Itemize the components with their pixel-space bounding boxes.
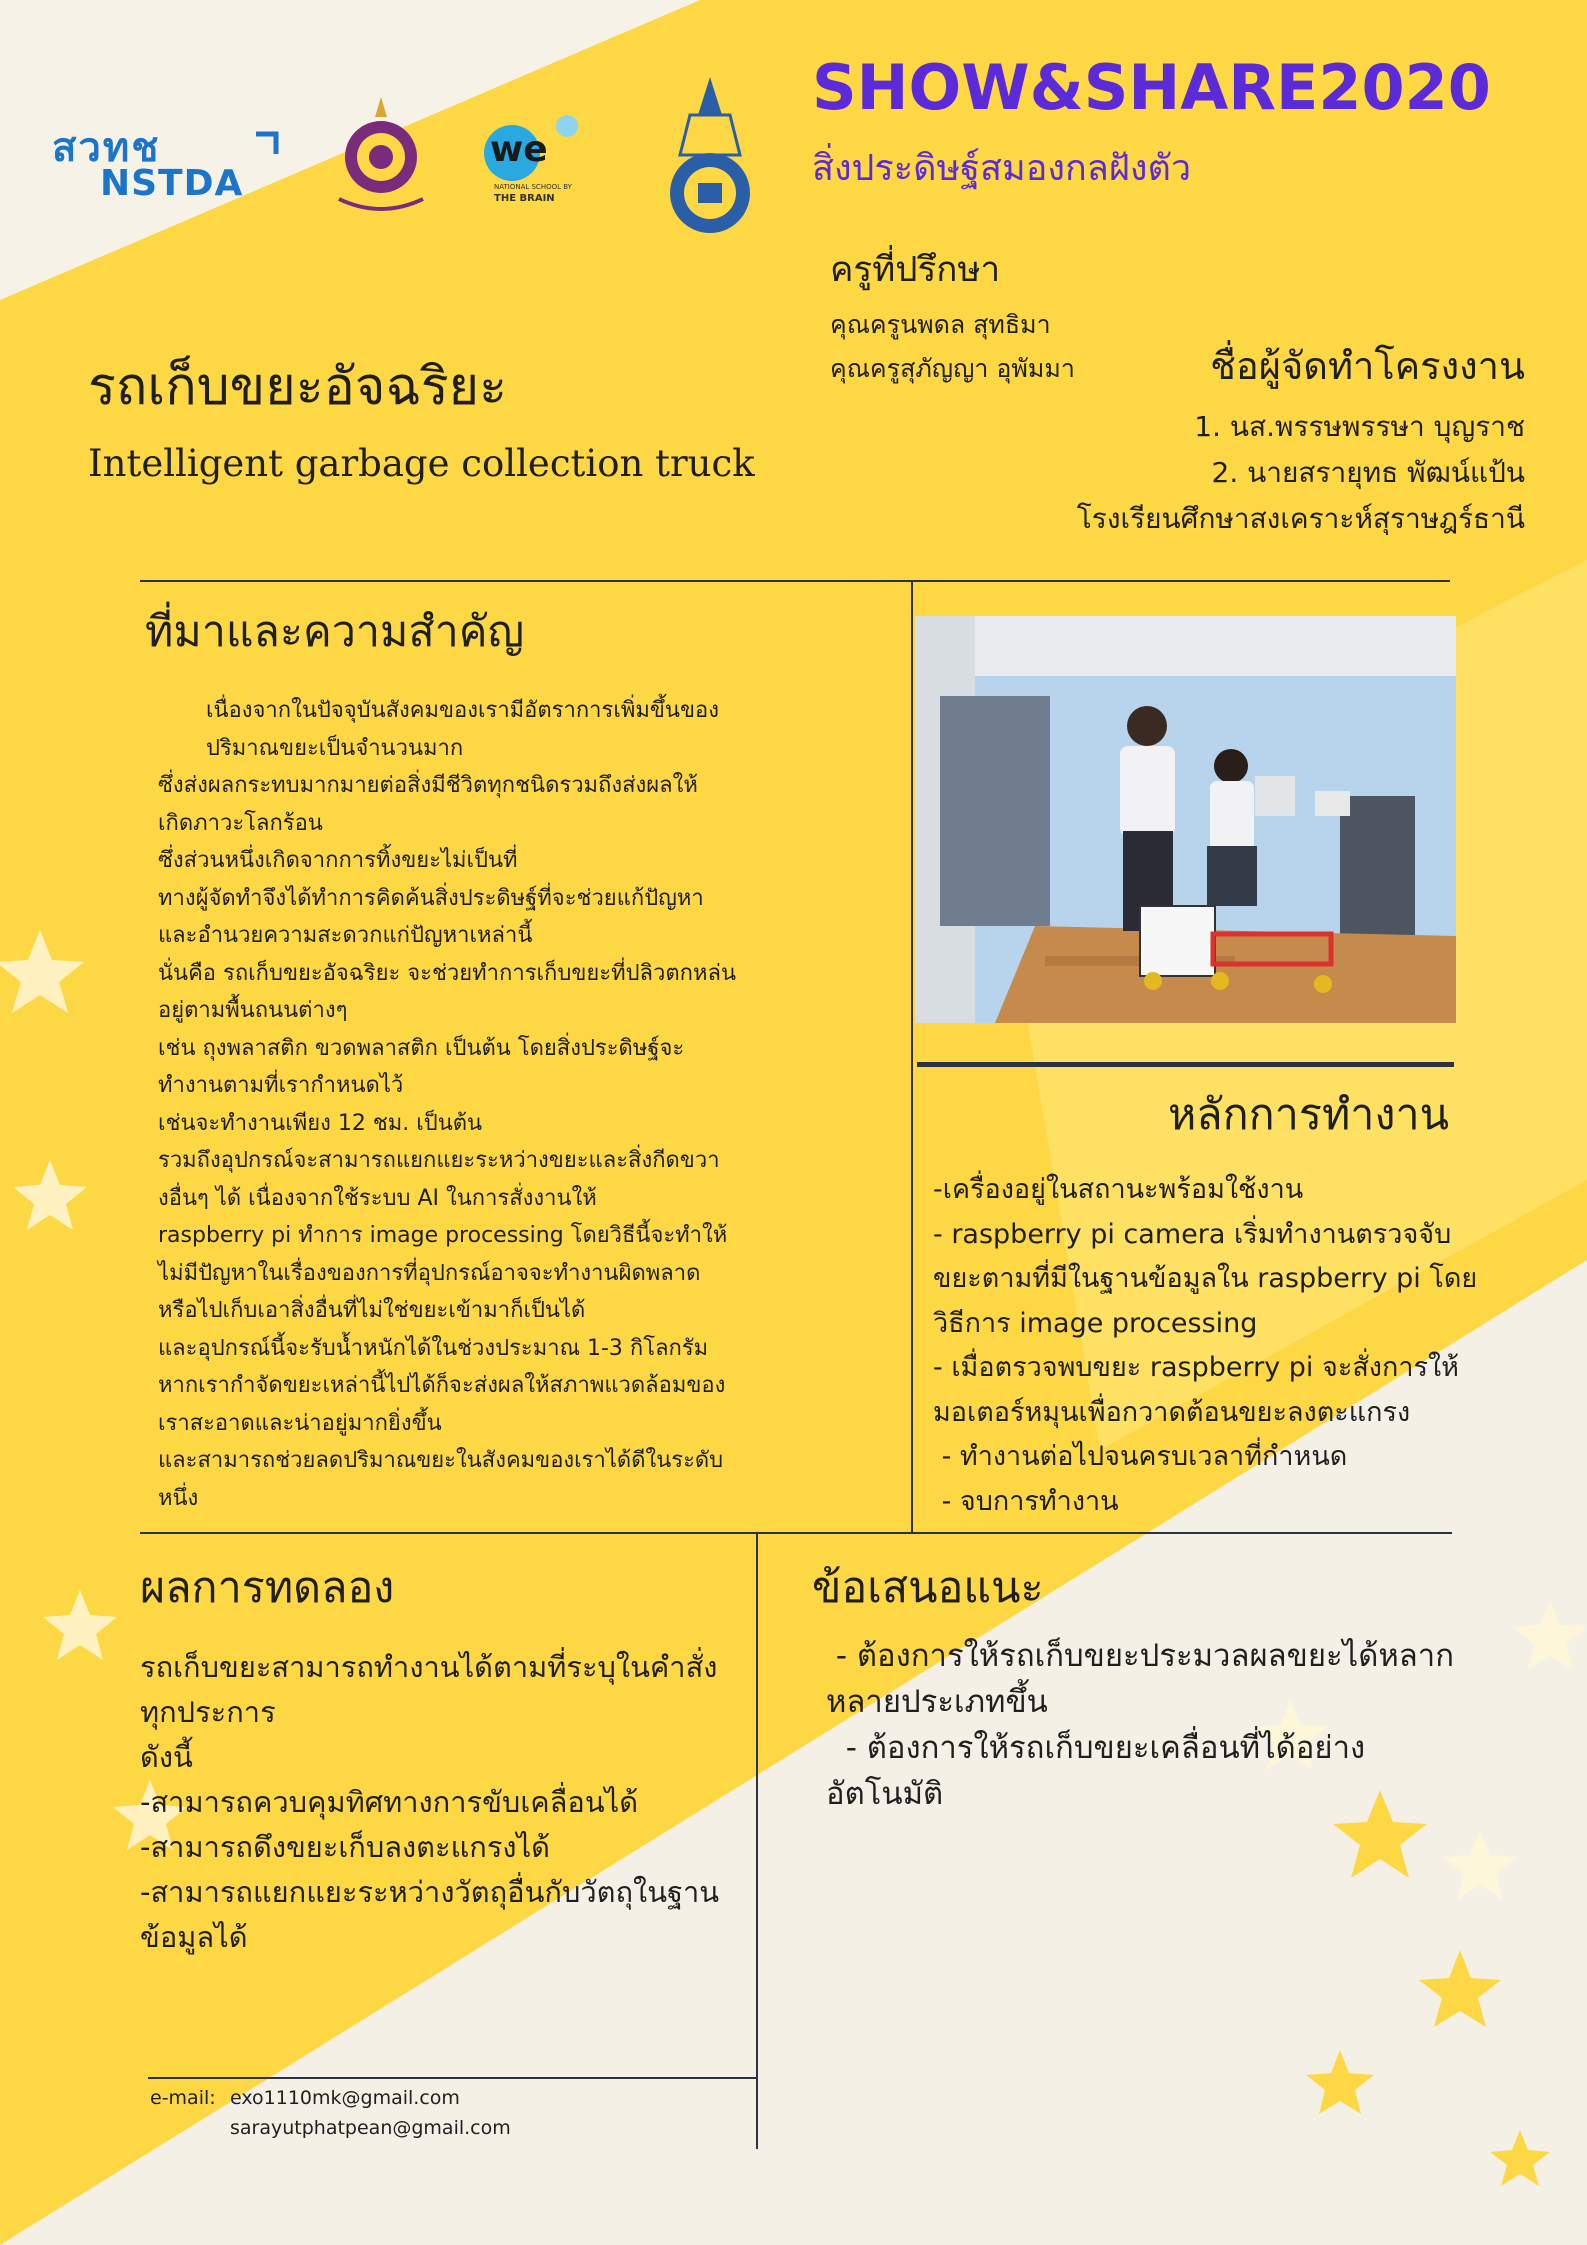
- organizer-name: 2. นายสรายุทธ พัฒน์แป้น: [1211, 456, 1525, 489]
- principle-line: - raspberry pi camera เริ่มทำงานตรวจจับ: [933, 1218, 1452, 1250]
- principle-heading: หลักการทำงาน: [1167, 1090, 1449, 1140]
- background-line: ทางผู้จัดทำจึงได้ทำการคิดค้นสิ่งประดิษฐ์ที่จะช่วยแก้ปัญหา: [158, 885, 704, 911]
- we-logo-caption-1: NATIONAL SCHOOL BY: [494, 183, 572, 191]
- we-logo-caption-2: THE BRAIN: [494, 193, 555, 204]
- nstda-logo-en: NSTDA: [100, 163, 244, 204]
- background-line: และสามารถช่วยลดปริมาณขยะในสังคมของเราได้ดีในระดับ: [158, 1448, 724, 1473]
- event-subtitle: สิ่งประดิษฐ์สมองกลฝังตัว: [812, 148, 1192, 189]
- results-heading: ผลการทดลอง: [140, 1563, 395, 1613]
- organizers-heading: ชื่อผู้จัดทำโครงงาน: [1210, 344, 1525, 388]
- advisors-heading: ครูที่ปรึกษา: [830, 250, 1001, 290]
- background-heading: ที่มาและความสำคัญ: [145, 607, 525, 657]
- school-name: โรงเรียนศึกษาสงเคราะห์สุราษฎร์ธานี: [1076, 502, 1525, 535]
- project-title-thai: รถเก็บขยะอัจฉริยะ: [88, 357, 508, 417]
- principle-line: - เมื่อตรวจพบขยะ raspberry pi จะสั่งการให้: [933, 1352, 1459, 1383]
- background-line: งอื่นๆ ได้ เนื่องจากใช้ระบบ AI ในการสั่งงานให้: [158, 1185, 597, 1211]
- divider-photo-bottom: [917, 1062, 1454, 1067]
- background-line: หนึ่ง: [158, 1485, 199, 1511]
- nstda-arrow-icon: [252, 128, 282, 158]
- advisor-name: คุณครูสุภัญญา อุพัมมา: [830, 354, 1075, 383]
- background-line: รวมถึงอุปกรณ์จะสามารถแยกแยะระหว่างขยะและสิ่งกีดขวา: [158, 1148, 720, 1173]
- divider-lower: [140, 1532, 1452, 1534]
- background-line: ไม่มีปัญหาในเรื่องของการที่อุปกรณ์อาจจะทำงานผิดพลาด: [158, 1260, 701, 1286]
- suggestion-line: - ต้องการให้รถเก็บขยะเคลื่อนที่ได้อย่าง: [826, 1730, 1366, 1766]
- nstda-logo-thai: สวทช: [52, 125, 161, 171]
- we-logo: [484, 115, 594, 215]
- background-paragraph: [158, 692, 908, 1517]
- contact-email: sarayutphatpean@gmail.com: [230, 2117, 511, 2139]
- background-line: นั่นคือ รถเก็บขยะอัจฉริยะ จะช่วยทำการเก็บขยะที่ปลิวตกหล่น: [158, 960, 737, 986]
- principle-line: ขยะตามที่มีในฐานข้อมูลใน raspberry pi โดย: [933, 1263, 1478, 1294]
- background-line: เราสะอาดและน่าอยู่มากยิ่งขึ้น: [158, 1410, 442, 1436]
- contact-label: e-mail:: [150, 2087, 216, 2109]
- results-line: -สามารถดึงขยะเก็บลงตะแกรงได้: [140, 1830, 550, 1864]
- results-line: รถเก็บขยะสามารถทำงานได้ตามที่ระบุในคำสั่ง: [140, 1650, 718, 1684]
- organizer-name: 1. นส.พรรษพรรษา บุญราช: [1194, 410, 1525, 443]
- principle-line: มอเตอร์หมุนเพื่อกวาดต้อนขยะลงตะแกรง: [933, 1396, 1411, 1428]
- background-line: หากเรากำจัดขยะเหล่านี้ไปได้ก็จะส่งผลให้สภาพแวดล้อมของ: [158, 1373, 726, 1398]
- suggestion-line: อัตโนมัติ: [826, 1776, 944, 1812]
- divider-contact: [148, 2077, 758, 2079]
- principle-line: - ทำงานต่อไปจนครบเวลาที่กำหนด: [933, 1441, 1348, 1472]
- background-line: ปริมาณขยะเป็นจำนวนมาก: [206, 735, 464, 761]
- background-line: เช่น ถุงพลาสติก ขวดพลาสติก เป็นต้น โดยสิ่งประดิษฐ์จะ: [158, 1035, 685, 1061]
- advisor-name: คุณครูนพดล สุทธิมา: [830, 310, 1051, 339]
- background-line: เกิดภาวะโลกร้อน: [158, 810, 323, 836]
- divider-bottom-vertical: [756, 1532, 758, 2149]
- principle-line: - จบการทำงาน: [933, 1485, 1119, 1517]
- university-seal-logo: [333, 95, 429, 225]
- results-line: -สามารถแยกแยะระหว่างวัตถุอื่นกับวัตถุในฐาน: [140, 1875, 720, 1909]
- background-line: เช่นจะทำงานเพียง 12 ชม. เป็นต้น: [158, 1110, 483, 1136]
- suggestion-line: - ต้องการให้รถเก็บขยะประมวลผลขยะได้หลาก: [826, 1638, 1454, 1674]
- background-line: เนื่องจากในปัจจุบันสังคมของเรามีอัตราการเพิ่มขึ้นของ: [206, 698, 719, 723]
- background-line: และอุปกรณ์นี้จะรับน้ำหนักได้ในช่วงประมาณ 1-3 กิโลกรัม: [158, 1335, 709, 1361]
- we-logo-dot: [556, 115, 578, 137]
- background-line: ซึ่งส่งผลกระทบมากมายต่อสิ่งมีชีวิตทุกชนิดรวมถึงส่งผลให้: [158, 773, 698, 798]
- suggestion-paragraph: [826, 1633, 1476, 1817]
- school-emblem-logo: [660, 75, 760, 240]
- principle-line: -เครื่องอยู่ในสถานะพร้อมใช้งาน: [933, 1174, 1304, 1205]
- project-photo: [915, 616, 1456, 1023]
- we-logo-mark: we: [490, 129, 548, 170]
- background-line: อยู่ตามพื้นถนนต่างๆ: [158, 998, 348, 1023]
- nstda-logo: [52, 125, 302, 208]
- results-line: ข้อมูลได้: [140, 1920, 248, 1954]
- results-line: -สามารถควบคุมทิศทางการขับเคลื่อนได้: [140, 1785, 639, 1819]
- suggestion-heading: ข้อเสนอแนะ: [812, 1563, 1044, 1613]
- principle-line: วิธีการ image processing: [933, 1307, 1258, 1339]
- background-line: ซึ่งส่วนหนึ่งเกิดจากการทิ้งขยะไม่เป็นที่: [158, 848, 518, 873]
- principle-paragraph: [933, 1168, 1478, 1524]
- background-line: ทำงานตามที่เรากำหนดไว้: [158, 1073, 404, 1098]
- results-paragraph: [140, 1645, 750, 1960]
- background-line: raspberry pi ทำการ image processing โดยวิธีนี้จะทำให้: [158, 1223, 728, 1248]
- results-line: ดังนี้: [140, 1740, 193, 1774]
- suggestion-line: หลายประเภทขึ้น: [826, 1684, 1048, 1720]
- contact-email: exo1110mk@gmail.com: [230, 2087, 460, 2109]
- background-line: หรือไปเก็บเอาสิ่งอื่นที่ไม่ใช่ขยะเข้ามาก็เป็นได้: [158, 1298, 586, 1323]
- background-line: และอำนวยความสะดวกแก่ปัญหาเหล่านี้: [158, 923, 533, 948]
- divider-top: [140, 580, 1450, 582]
- event-title: SHOW&SHARE2020: [812, 51, 1491, 124]
- results-line: ทุกประการ: [140, 1695, 276, 1729]
- project-title-english: Intelligent garbage collection truck: [88, 442, 755, 485]
- divider-middle-vertical: [911, 580, 913, 1533]
